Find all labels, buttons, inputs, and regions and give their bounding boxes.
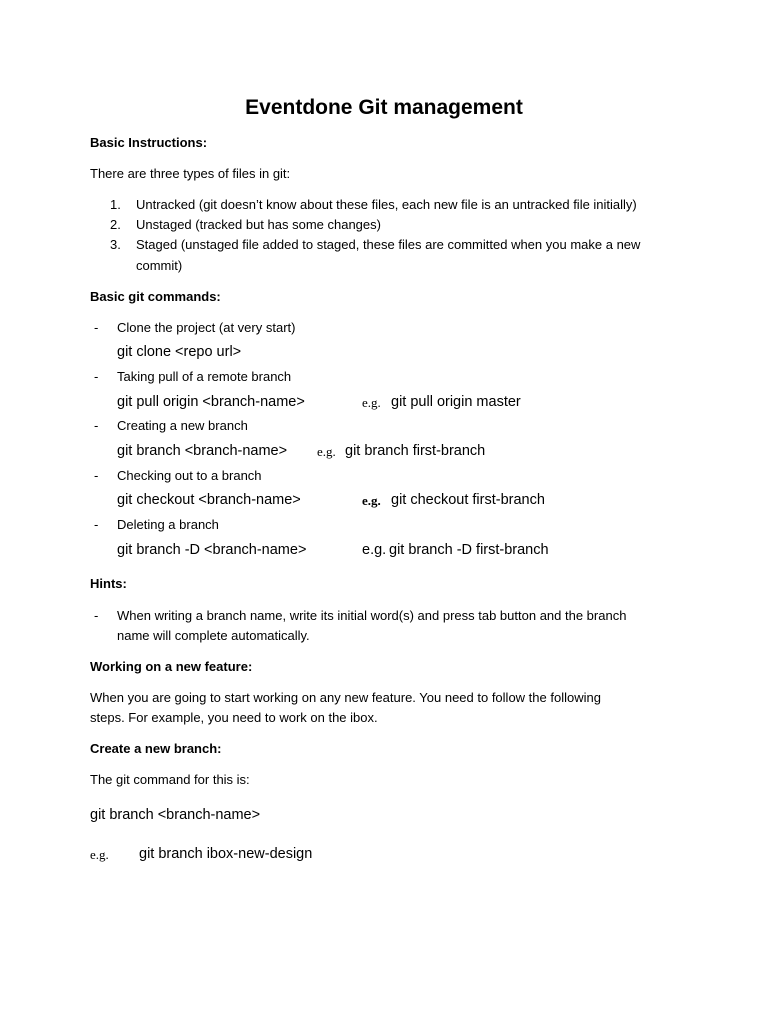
list-number: 3. [110,237,121,252]
bullet-dash: - [94,369,99,384]
hint-text-line2: name will complete automatically. [117,628,310,643]
hints-heading: Hints: [90,576,127,591]
example-prefix: e.g. [362,493,381,508]
list-number: 1. [110,197,121,212]
list-number: 2. [110,217,121,232]
command-label: Clone the project (at very start) [117,320,296,335]
bullet-dash: - [94,608,99,623]
create-branch-intro: The git command for this is: [90,772,250,787]
basic-commands-heading: Basic git commands: [90,289,221,304]
bullet-dash: - [94,468,99,483]
list-item-continuation: commit) [136,258,183,273]
example-prefix: e.g. [90,847,109,862]
basic-instructions-heading: Basic Instructions: [90,135,208,150]
example-prefix: e.g. [362,542,387,558]
command-text: git branch -D <branch-name> [117,542,307,558]
new-feature-text-line1: When you are going to start working on any new feature. You need to follow the following [90,690,601,705]
example-command: git pull origin master [391,394,521,410]
create-branch-example: git branch ibox-new-design [139,846,313,862]
file-types-intro: There are three types of files in git: [90,166,291,181]
bullet-dash: - [94,418,99,433]
command-text: git branch <branch-name> [117,443,288,459]
example-command: git checkout first-branch [391,492,545,508]
document-title: Eventdone Git management [245,96,523,119]
list-item-text: Staged (unstaged file added to staged, these files are committed when you make a new [136,237,641,252]
list-item-text: Untracked (git doesn’t know about these files, each new file is an untracked file initially) [136,197,637,212]
hint-text-line1: When writing a branch name, write its initial word(s) and press tab button and the branch [117,608,627,623]
command-label: Taking pull of a remote branch [117,369,292,384]
command-label: Checking out to a branch [117,468,262,483]
command-text: git checkout <branch-name> [117,492,301,508]
bullet-dash: - [94,517,99,532]
example-prefix: e.g. [362,395,381,410]
create-branch-command: git branch <branch-name> [90,807,261,823]
command-label: Creating a new branch [117,418,248,433]
example-command: git branch first-branch [345,443,486,459]
create-branch-heading: Create a new branch: [90,741,222,756]
new-feature-heading: Working on a new feature: [90,659,253,674]
new-feature-text-line2: steps. For example, you need to work on the ibox. [90,710,378,725]
command-text: git clone <repo url> [117,344,242,360]
example-command: git branch -D first-branch [389,542,549,558]
list-item-text: Unstaged (tracked but has some changes) [136,217,381,232]
bullet-dash: - [94,320,99,335]
example-prefix: e.g. [317,444,336,459]
command-text: git pull origin <branch-name> [117,394,305,410]
command-label: Deleting a branch [117,517,219,532]
